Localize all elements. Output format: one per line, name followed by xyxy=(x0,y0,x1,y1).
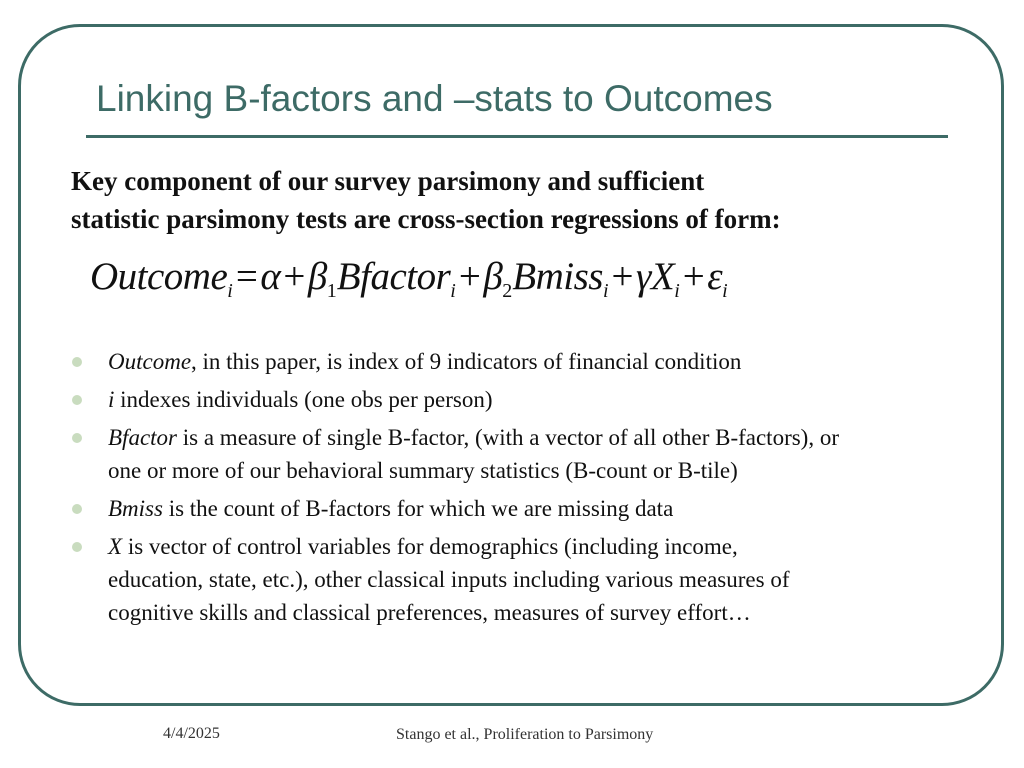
eq-epsilon: ε xyxy=(707,255,723,298)
eq-sub-1: 1 xyxy=(326,280,337,302)
regression-equation xyxy=(90,254,728,303)
bullet-text: , in this paper, is index of 9 indicators of financial condition xyxy=(191,349,742,374)
bullet-dot-icon xyxy=(72,433,82,443)
eq-outcome: Outcome xyxy=(90,255,228,298)
bullet-list xyxy=(70,345,990,634)
bullet-dot-icon xyxy=(72,504,82,514)
list-item xyxy=(70,421,990,487)
bullet-term: Bmiss xyxy=(108,496,163,521)
eq-sub-i: i xyxy=(450,280,456,302)
eq-sub-i: i xyxy=(602,280,609,302)
eq-beta: β xyxy=(307,255,327,298)
eq-plus: + xyxy=(611,255,634,298)
eq-bmiss: Bmiss xyxy=(512,255,603,298)
eq-sub-2: 2 xyxy=(502,280,513,302)
eq-sub-i: i xyxy=(227,280,233,302)
bullet-dot-icon xyxy=(72,357,82,367)
title-underline xyxy=(86,135,948,138)
eq-gamma: γ xyxy=(636,255,651,298)
eq-bfactor: Bfactor xyxy=(336,255,451,298)
bullet-text-line-2: education, state, etc.), other classical inputs including various measures of xyxy=(108,567,790,592)
bullet-term: Bfactor xyxy=(108,425,177,450)
bullet-text: is the count of B-factors for which we are missing data xyxy=(162,496,674,521)
bullet-text-line-3: cognitive skills and classical preferences, measures of survey effort… xyxy=(108,600,751,625)
eq-beta: β xyxy=(483,255,503,298)
bullet-text: is a measure of single B-factor, (with a vector of all other B-factors), or xyxy=(177,425,840,450)
eq-plus: + xyxy=(283,255,305,298)
bullet-text: indexes individuals (one obs per person) xyxy=(114,387,493,412)
footer-text: Stango et al., Proliferation to Parsimony xyxy=(396,726,654,743)
intro-line-1: Key component of our survey parsimony and sufficient xyxy=(71,166,705,196)
list-item xyxy=(70,383,990,416)
bullet-term: Outcome xyxy=(108,349,192,374)
slide-title: Linking B-factors and –stats to Outcomes xyxy=(96,78,773,119)
eq-sub-i: i xyxy=(674,280,680,302)
eq-plus: + xyxy=(458,255,481,298)
footer-date: 4/4/2025 xyxy=(163,725,220,742)
eq-alpha: α xyxy=(260,255,281,298)
list-item xyxy=(70,492,990,525)
bullet-term: X xyxy=(108,534,123,559)
eq-plus: + xyxy=(682,255,705,298)
list-item xyxy=(70,530,990,629)
bullet-text-line-2: one or more of our behavioral summary statistics (B-count or B-tile) xyxy=(108,458,738,483)
bullet-term: i xyxy=(108,387,115,412)
bullet-dot-icon xyxy=(72,542,82,552)
intro-line-2: statistic parsimony tests are cross-section regressions of form: xyxy=(71,204,781,234)
bullet-dot-icon xyxy=(72,395,82,405)
eq-x: X xyxy=(650,255,675,298)
list-item xyxy=(70,345,990,378)
eq-equals: = xyxy=(235,255,258,298)
eq-sub-i: i xyxy=(722,280,728,302)
intro-text xyxy=(71,162,991,238)
bullet-text: is vector of control variables for demographics (including income, xyxy=(122,534,738,559)
